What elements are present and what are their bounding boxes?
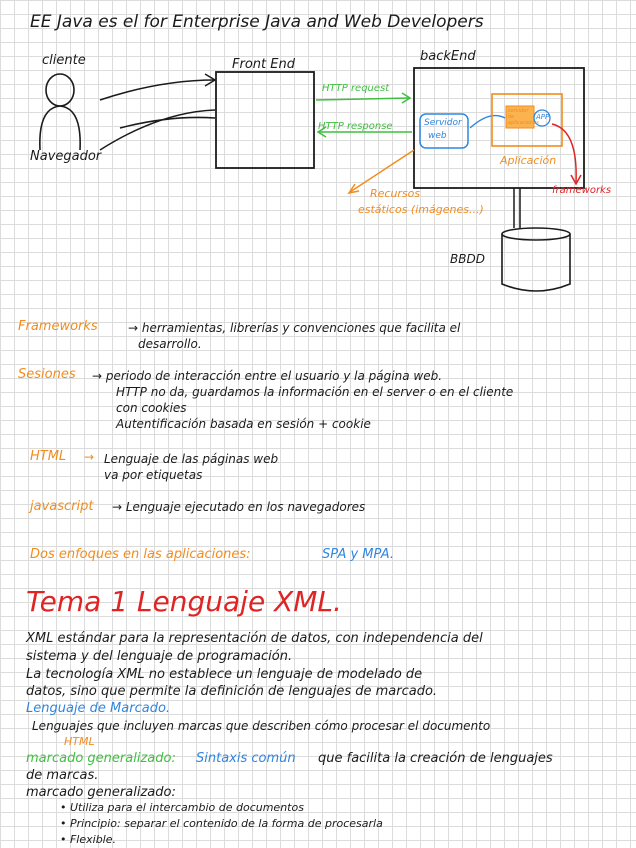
enfoques-text: Dos enfoques en las aplicaciones: bbox=[30, 547, 251, 562]
cliente-label: cliente bbox=[42, 53, 86, 68]
javascript-def: → Lenguaje ejecutado en los navegadores bbox=[112, 500, 366, 514]
static-resources-label-2: estáticos (imágenes...) bbox=[358, 203, 484, 216]
bullet-2: • Principio: separar el contenido de la forma de procesarla bbox=[60, 817, 383, 830]
tema-p1-line1: XML estándar para la representación de datos, con independencia del bbox=[26, 631, 483, 646]
static-resources-label-1: Recursos bbox=[370, 187, 421, 200]
enfoques-spa: SPA y MPA. bbox=[322, 547, 394, 562]
bbdd-label: BBDD bbox=[450, 252, 485, 266]
sintaxis-comun-term: Sintaxis común bbox=[196, 751, 296, 766]
lenguaje-marcado-term: Lenguaje de Marcado. bbox=[26, 701, 171, 716]
web-server-label-1: Servidor bbox=[424, 118, 462, 128]
static-resources-arrow bbox=[350, 150, 414, 192]
app-label: APP bbox=[536, 113, 550, 121]
html-def-1: Lenguaje de las páginas web bbox=[104, 452, 279, 466]
html-term: HTML bbox=[30, 449, 67, 464]
javascript-term: javascript bbox=[30, 499, 94, 514]
marcado-generalizado-heading: marcado generalizado: bbox=[26, 785, 176, 800]
http-request-arrow bbox=[316, 98, 410, 100]
backend-box bbox=[414, 68, 584, 188]
frontend-box bbox=[216, 72, 314, 168]
bullet-3: • Flexible. bbox=[60, 833, 117, 846]
http-request-label: HTTP request bbox=[322, 83, 390, 94]
backend-label: backEnd bbox=[420, 49, 476, 64]
frontend-label: Front End bbox=[232, 57, 295, 72]
tema-p2-line2: datos, sino que permite la definición de lenguajes de marcado. bbox=[26, 684, 438, 699]
tema-p2-line1: La tecnología XML no establece un lenguaje de modelado de bbox=[26, 667, 423, 682]
database-icon bbox=[502, 228, 570, 291]
marcado-generalizado-term: marcado generalizado: bbox=[26, 751, 176, 766]
frameworks-term: Frameworks bbox=[18, 319, 98, 334]
http-response-label: HTTP response bbox=[318, 121, 393, 132]
sesiones-term: Sesiones bbox=[18, 367, 76, 382]
navegador-label: Navegador bbox=[30, 149, 102, 164]
frameworks-arrow bbox=[552, 124, 576, 182]
lenguaje-marcado-def: Lenguajes que incluyen marcas que describen cómo procesar el documento bbox=[32, 719, 491, 733]
frameworks-label: frameworks bbox=[552, 185, 612, 196]
bullet-1: • Utiliza para el intercambio de documentos bbox=[60, 801, 304, 814]
user-to-frontend-arrow bbox=[100, 80, 215, 100]
frameworks-def-1: → herramientas, librerías y convenciones que facilita el bbox=[128, 321, 461, 335]
web-server-label-2: web bbox=[428, 131, 447, 141]
lenguaje-marcado-example: HTML bbox=[64, 735, 95, 748]
frameworks-def-2: desarrollo. bbox=[138, 337, 202, 351]
aplicacion-label: Aplicación bbox=[500, 154, 557, 167]
marcado-generalizado-def-2: de marcas. bbox=[26, 768, 99, 783]
tema-p1-line2: sistema y del lenguaje de programación. bbox=[26, 649, 293, 664]
sesiones-def-2: HTTP no da, guardamos la información en el server o en el cliente bbox=[116, 385, 514, 399]
html-def-2: va por etiquetas bbox=[104, 468, 203, 482]
user-figure-icon bbox=[40, 74, 80, 150]
sesiones-def-3: con cookies bbox=[116, 401, 187, 415]
tema-heading: Tema 1 Lenguaje XML. bbox=[26, 585, 342, 618]
sesiones-def-1: → periodo de interacción entre el usuario y la página web. bbox=[92, 369, 443, 383]
page-title: EE Java es el for Enterprise Java and Web Developers bbox=[30, 12, 484, 32]
sesiones-def-4: Autentificación basada en sesión + cookie bbox=[116, 417, 371, 431]
app-server-label: servidor de aplicaciones bbox=[508, 108, 539, 126]
marcado-generalizado-def-1: que facilita la creación de lenguajes bbox=[318, 751, 553, 766]
html-arrow: → bbox=[84, 450, 95, 464]
frontend-to-user-arrow bbox=[100, 110, 215, 150]
